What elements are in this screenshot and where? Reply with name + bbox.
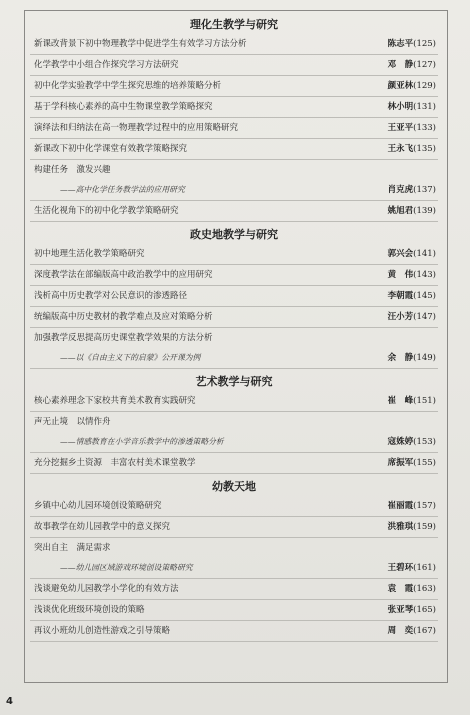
article-title: 乡镇中心幼儿园环境创设策略研究	[34, 501, 162, 511]
table-of-contents	[30, 12, 438, 642]
article-title: 浅析高中历史教学对公民意识的渗透路径	[34, 291, 188, 301]
author-and-page	[388, 432, 436, 452]
page-number: 4	[6, 696, 13, 707]
author-name: 邓 静	[387, 60, 414, 70]
toc-entry[interactable]	[30, 34, 438, 55]
article-title: 充分挖掘乡土资源 丰富农村美术课堂教学	[34, 458, 196, 468]
article-subtitle: ——高中化学任务教学法的应用研究	[60, 185, 185, 194]
toc-entry[interactable]	[30, 118, 438, 139]
author-name: 李朝霞	[387, 291, 414, 301]
page-reference: (141)	[413, 249, 436, 259]
author-and-page	[388, 55, 436, 75]
section-title: 政史地教学与研究	[190, 228, 278, 241]
toc-entry[interactable]	[30, 97, 438, 118]
author-name: 郭兴会	[387, 249, 414, 259]
toc-entry[interactable]	[30, 412, 438, 432]
toc-entry[interactable]	[30, 139, 438, 160]
author-name: 寇姝婷	[387, 437, 414, 447]
author-and-page	[388, 307, 436, 327]
page-reference: (133)	[413, 123, 436, 133]
page-reference: (155)	[413, 458, 436, 468]
article-title: 浅谈优化班级环境创设的策略	[34, 605, 145, 615]
author-name: 王碧环	[387, 563, 414, 573]
author-and-page	[388, 265, 436, 285]
page-reference: (149)	[413, 353, 436, 363]
author-name: 崔丽霞	[387, 501, 414, 511]
article-subtitle: ——情感教育在小学音乐教学中的渗透策略分析	[60, 437, 224, 446]
toc-entry[interactable]	[30, 517, 438, 538]
toc-entry[interactable]	[30, 453, 438, 474]
article-title: 新课改背景下初中物理教学中促进学生有效学习方法分析	[34, 39, 247, 49]
author-and-page	[388, 139, 436, 159]
toc-entry[interactable]	[30, 286, 438, 307]
author-and-page	[388, 34, 436, 54]
page-reference: (137)	[413, 185, 436, 195]
toc-entry[interactable]	[30, 348, 438, 369]
article-subtitle: ——以《自由主义下的启蒙》公开课为例	[60, 353, 201, 362]
toc-entry[interactable]	[30, 600, 438, 621]
article-title: 统编版高中历史教材的教学难点及应对策略分析	[34, 312, 213, 322]
page-reference: (125)	[413, 39, 436, 49]
author-name: 颜亚林	[387, 81, 414, 91]
author-name: 周 奕	[387, 626, 414, 636]
article-title: 故事教学在幼儿园教学中的意义探究	[34, 522, 171, 532]
article-title: 演绎法和归纳法在高一物理教学过程中的应用策略研究	[34, 123, 239, 133]
toc-entry[interactable]	[30, 244, 438, 265]
author-name: 黄 伟	[387, 270, 414, 280]
page-reference: (161)	[413, 563, 436, 573]
article-title: 核心素养理念下家校共育美术教育实践研究	[34, 396, 196, 406]
article-title: 声无止境 以情作舟	[34, 417, 111, 427]
article-title: 新课改下初中化学课堂有效教学策略探究	[34, 144, 188, 154]
toc-entry[interactable]	[30, 328, 438, 348]
author-and-page	[388, 621, 436, 641]
section-title: 理化生教学与研究	[190, 18, 278, 31]
article-title: 加强教学反思提高历史课堂教学效果的方法分析	[34, 333, 213, 343]
author-name: 肖克虎	[387, 185, 414, 195]
article-title: 初中地理生活化教学策略研究	[34, 249, 145, 259]
page-reference: (153)	[413, 437, 436, 447]
author-and-page	[388, 348, 436, 368]
author-and-page	[388, 391, 436, 411]
page-reference: (139)	[413, 206, 436, 216]
page-reference: (131)	[413, 102, 436, 112]
author-name: 袁 霞	[387, 584, 414, 594]
toc-entry[interactable]	[30, 538, 438, 558]
author-and-page	[388, 118, 436, 138]
author-and-page	[388, 600, 436, 620]
page-reference: (145)	[413, 291, 436, 301]
author-name: 王永飞	[387, 144, 414, 154]
author-and-page	[388, 579, 436, 599]
page-reference: (159)	[413, 522, 436, 532]
toc-entry[interactable]	[30, 307, 438, 328]
toc-entry[interactable]	[30, 558, 438, 579]
author-name: 陈志平	[387, 39, 414, 49]
toc-entry[interactable]	[30, 579, 438, 600]
author-name: 张亚琴	[387, 605, 414, 615]
page-reference: (151)	[413, 396, 436, 406]
section-title: 艺术教学与研究	[195, 375, 273, 388]
author-name: 洪雅琪	[387, 522, 414, 532]
toc-entry[interactable]	[30, 432, 438, 453]
article-title: 基于学科核心素养的高中生物课堂教学策略探究	[34, 102, 213, 112]
author-and-page	[388, 496, 436, 516]
article-title: 构建任务 激发兴趣	[34, 165, 111, 175]
toc-entry[interactable]	[30, 180, 438, 201]
page-reference: (127)	[413, 60, 436, 70]
toc-entry[interactable]	[30, 496, 438, 517]
author-name: 汪小芳	[387, 312, 414, 322]
article-title: 突出自主 满足需求	[34, 543, 111, 553]
author-and-page	[388, 180, 436, 200]
toc-entry[interactable]	[30, 160, 438, 180]
page-reference: (157)	[413, 501, 436, 511]
author-and-page	[388, 76, 436, 96]
toc-entry[interactable]	[30, 621, 438, 642]
author-and-page	[388, 201, 436, 221]
author-and-page	[388, 286, 436, 306]
article-title: 初中化学实验教学中学生探究思维的培养策略分析	[34, 81, 222, 91]
article-title: 再议小班幼儿创造性游戏之引导策略	[34, 626, 171, 636]
page-reference: (167)	[413, 626, 436, 636]
page-reference: (147)	[413, 312, 436, 322]
article-title: 生活化视角下的初中化学教学策略研究	[34, 206, 179, 216]
author-and-page	[388, 453, 436, 473]
article-subtitle: ——幼儿园区域游戏环境创设策略研究	[60, 563, 193, 572]
toc-entry[interactable]	[30, 265, 438, 286]
author-and-page	[388, 244, 436, 264]
toc-entry[interactable]	[30, 391, 438, 412]
page-reference: (135)	[413, 144, 436, 154]
page-reference: (163)	[413, 584, 436, 594]
author-and-page	[388, 517, 436, 537]
toc-entry[interactable]	[30, 76, 438, 97]
article-title: 浅谈避免幼儿园教学小学化的有效方法	[34, 584, 179, 594]
toc-entry[interactable]	[30, 201, 438, 222]
article-title: 深度教学法在部编版高中政治教学中的应用研究	[34, 270, 213, 280]
page-reference: (143)	[413, 270, 436, 280]
toc-entry[interactable]	[30, 55, 438, 76]
section-title: 幼教天地	[212, 480, 256, 493]
author-and-page	[388, 558, 436, 578]
page-reference: (165)	[413, 605, 436, 615]
article-title: 化学教学中小组合作探究学习方法研究	[34, 60, 179, 70]
author-name: 姚旭君	[387, 206, 414, 216]
author-name: 余 静	[387, 353, 414, 363]
author-name: 王亚平	[387, 123, 414, 133]
page-reference: (129)	[413, 81, 436, 91]
author-name: 林小明	[387, 102, 414, 112]
author-name: 崔 峰	[387, 396, 414, 406]
author-and-page	[388, 97, 436, 117]
author-name: 席振军	[387, 458, 414, 468]
